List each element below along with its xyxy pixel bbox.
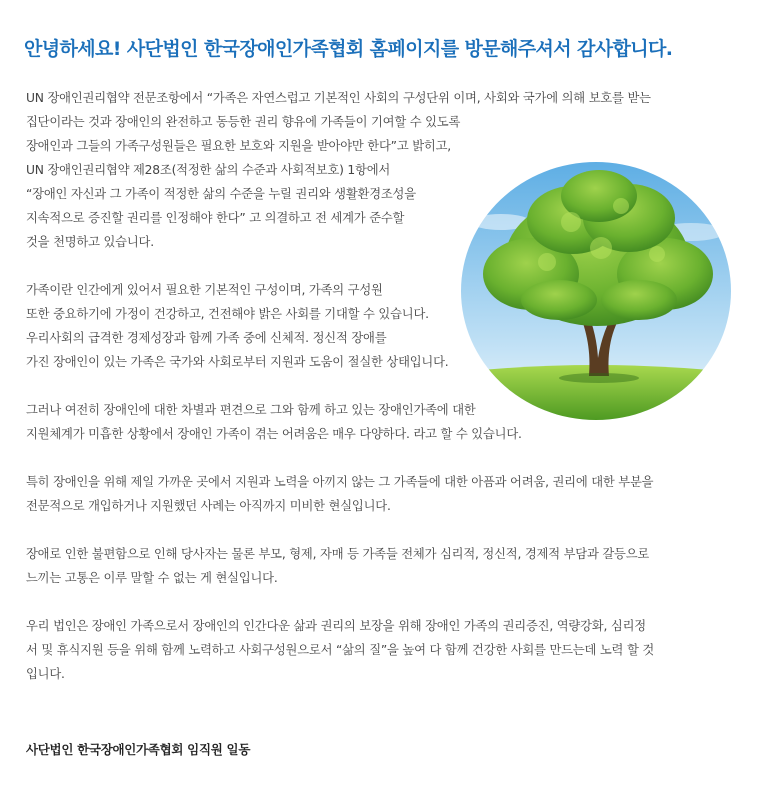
text-line: 집단이라는 것과 장애인의 완전하고 동등한 권리 향유에 가족들이 기여할 수 있도록	[26, 115, 461, 129]
paragraph-discrimination	[26, 398, 726, 446]
text-line: 것을 천명하고 있습니다.	[26, 235, 154, 249]
text-line: 전문적으로 개입하거나 지원했던 사례는 아직까지 미비한 현실입니다.	[26, 499, 391, 513]
text-line: 그러나 여전히 장애인에 대한 차별과 편견으로 그와 함께 하고 있는 장애인가족에 대한	[26, 403, 476, 417]
text-line: 지원체계가 미흡한 상황에서 장애인 가족이 겪는 어려움은 매우 다양하다. 라고 할 수 있습니다.	[26, 427, 522, 441]
text-line: 가진 장애인이 있는 가족은 국가와 사회로부터 지원과 도움이 절실한 상태입니다.	[26, 355, 449, 369]
text-line: 우리 법인은 장애인 가족으로서 장애인의 인간다운 삶과 권리의 보장을 위해 장애인 가족의 권리증진, 역량강화, 심리정	[26, 619, 646, 633]
text-line: 우리사회의 급격한 경제성장과 함께 가족 중에 신체적. 정신적 장애를	[26, 331, 387, 345]
paragraph-mission	[26, 614, 726, 686]
text-line: 가족이란 인간에게 있어서 필요한 기본적인 구성이며, 가족의 구성원	[26, 283, 383, 297]
text-line: 또한 중요하기에 가정이 건강하고, 건전해야 밝은 사회를 기대할 수 있습니다.	[26, 307, 429, 321]
text-line: 지속적으로 증진할 권리를 인정해야 한다” 고 의결하고 전 세계가 준수할	[26, 211, 405, 225]
signature: 사단법인 한국장애인가족협회 임직원 일동	[26, 742, 251, 757]
text-line: 입니다.	[26, 667, 65, 681]
paragraph-un-convention	[26, 86, 726, 254]
text-line: 느끼는 고통은 이루 말할 수 없는 게 현실입니다.	[26, 571, 278, 585]
text-line: 장애인과 그들의 가족구성원들은 필요한 보호와 지원을 받아야만 한다”고 밝히고,	[26, 139, 451, 153]
paragraph-family	[26, 278, 726, 374]
text-line: 장애로 인한 불편함으로 인해 당사자는 물론 부모, 형제, 자매 등 가족들 전체가 심리적, 정신적, 경제적 부담과 갈등으로	[26, 547, 650, 561]
paragraph-support	[26, 470, 726, 518]
text-line: UN 장애인권리협약 제28조(적정한 삶의 수준과 사회적보호) 1항에서	[26, 163, 391, 177]
text-line: “장애인 자신과 그 가족이 적정한 삶의 수준을 누릴 권리와 생활환경조성을	[26, 187, 416, 201]
page-title: 안녕하세요! 사단법인 한국장애인가족협회 홈페이지를 방문해주셔서 감사합니다.	[24, 38, 673, 60]
text-line: UN 장애인권리협약 전문조항에서 “가족은 자연스럽고 기본적인 사회의 구성단위 이며, 사회와 국가에 의해 보호를 받는	[26, 91, 651, 105]
text-line: 특히 장애인을 위해 제일 가까운 곳에서 지원과 노력을 아끼지 않는 그 가족들에 대한 아픔과 어려움, 권리에 대한 부분을	[26, 475, 654, 489]
paragraph-burden	[26, 542, 726, 590]
text-line: 서 및 휴식지원 등을 위해 함께 노력하고 사회구성원으로서 “삶의 질”을 높여 다 함께 건강한 사회를 만드는데 노력 할 것	[26, 643, 655, 657]
greeting-body	[26, 86, 726, 710]
